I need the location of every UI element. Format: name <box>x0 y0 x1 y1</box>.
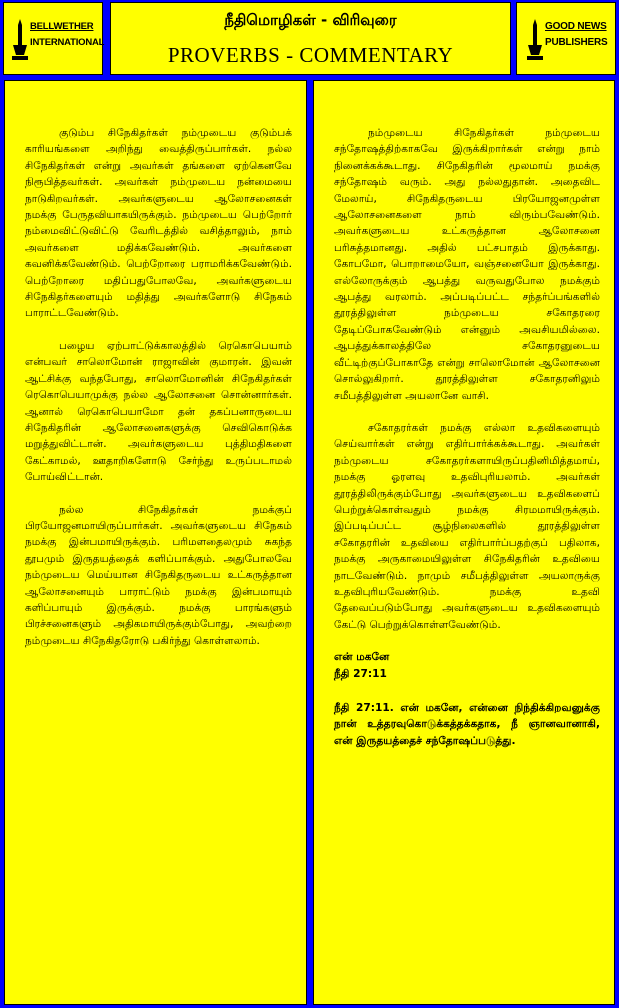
bible-verse: நீதி 27:11. என் மகனே, என்னை நிந்திக்கிறவனுக்கு நான் உத்தரவுகொடுக்கத்தக்கதாக, நீ ஞானவானாகி, என் இருதயத்தைச் சந்தோஷப்படுத்து. <box>334 702 600 747</box>
good-news-logo-line2: PUBLISHERS <box>545 37 608 48</box>
page-title-tamil: நீதிமொழிகள் - விரிவுரை <box>224 11 397 29</box>
good-news-logo-box <box>516 2 616 75</box>
page-title-english: PROVERBS - COMMENTARY <box>167 43 454 67</box>
right-paragraph-1: நம்முடைய சிநேகிதர்கள் நம்முடைய சந்தோஷத்திற்காகவே இருக்கிறார்கள் என்று நாம் நினைக்கக்கூடாது. சிநேகிதரின் மூலமாய் நமக்கு சந்தோஷம் வரும். அது நல்லதுதான். அதைவிட மேலாய், சிநேகிதருடைய பிரயோஜனமுள்ள ஆலோசனைகளை நாம் விரும்பவேண்டும். அவர்களுடைய உட்கருத்தான ஆலோசனை பரிசுத்தமானது. அதில் பட்சபாதம் இருக்காது. கோபமோ, பொறாமையோ, வஞ்சனையோ இருக்காது. எல்லோருக்கும் ஆபத்து வருவதுபோல நமக்கும் ஆபத்து வரலாம். அப்படிப்பட்ட சந்தர்ப்பங்களில் தூரத்திலுள்ள நம்முடைய சகோதரரை தேடிப்போகவேண்டும் என்னும் அவசியமில்லை. ஆபத்துக்காலத்திலே சகோதரனுடைய வீட்டிற்குப்போகாதே என்று சாலொமோன் ஆலோசனை சொல்லுகிறார். தூரத்திலுள்ள சகோதரனிலும் சமீபத்திலுள்ள அயலானே வாசி. <box>334 127 600 402</box>
title-box <box>110 2 511 75</box>
section-heading: என் மகனே <box>334 651 390 664</box>
left-column <box>4 80 307 1005</box>
good-news-lamp-icon <box>525 15 545 63</box>
left-paragraph-3: நல்ல சிநேகிதர்கள் நமக்குப் பிரயோஜனமாயிருப்பார்கள். அவர்களுடைய சிநேகம் நமக்கு இன்பமாயிருக்கும். பரிமளதைலமும் சுகந்த தூபமும் இருதயத்தைக் களிப்பாக்கும். அதுபோலவே நம்முடைய மெய்யான சிநேகிதருடைய உட்கருத்தான ஆலோசனையும் பாராட்டும் நமக்கு இன்பமாயும் களிப்பாயும் இருக்கும். நமக்கு பாரங்களும் பிரச்சனைகளும் அதிகமாயிருக்கும்போது, அவற்றை நம்முடைய சிநேகிதரோடு பகிர்ந்து கொள்ளலாம். <box>25 503 292 647</box>
left-paragraph-2: பழைய ஏற்பாட்டுக்காலத்தில் ரெகொபெயாம் என்பவர் சாலொமோன் ராஜாவின் குமாரன். இவன் ஆட்சிக்கு வந்தபோது, சாலொமோனின் சிநேகிதர்கள் ரெகொபெயாமுக்கு நல்ல ஆலோசனை சொன்னார்கள். ஆனால் ரெகொபெயாமோ தன் தகப்பனாருடைய சிநேகிதரின் ஆலோசனைகளுக்கு செவிகொடுக்க மறுத்துவிட்டான். அவர்களுடைய புத்திமதிகளை கேட்காமல், ஊதாறிகளோடு சேர்ந்து உருப்படாமல் போய்விட்டான். <box>25 339 292 484</box>
left-column-text <box>25 125 292 665</box>
right-column <box>313 80 615 1005</box>
bellwether-lamp-icon <box>10 15 30 63</box>
bellwether-logo-line1: BELLWETHER <box>30 21 94 32</box>
page-header <box>0 0 619 77</box>
right-column-text <box>334 125 600 765</box>
bellwether-logo-box <box>3 2 103 75</box>
right-paragraph-2: சகோதரர்கள் நமக்கு எல்லா உதவிகளையும் செய்வார்கள் என்று எதிர்பார்க்கக்கூடாது. அவர்கள் நம்முடைய சகோதரர்களாயிருப்பதினிமித்தமாய், நமக்கு ஓரளவு உதவிபுரியலாம். அவர்கள் தூரத்திலிருக்கும்போது அவர்களுடைய உதவிகளைப் பெற்றுக்கொள்வதும் நமக்கு சிரமமாயிருக்கும். இப்படிப்பட்ட சூழ்நிலைகளில் தூரத்திலுள்ள சகோதரரின் உதவியை எதிர்பார்ப்பதற்குப் பதிலாக, நமக்கு அருகாமையிலுள்ள சிநேகிதரின் உதவியை நாடவேண்டும். நாமும் சமீபத்திலுள்ள அயலாருக்கு உதவிபுரியவேண்டும். நமக்கு உதவி தேவைப்படும்போது அவர்களுடைய உதவிகளையும் கேட்டு பெற்றுக்கொள்ளவேண்டும். <box>334 421 600 631</box>
section-reference: நீதி 27:11 <box>334 667 387 680</box>
left-paragraph-1: குடும்ப சிநேகிதர்கள் நம்முடைய குடும்பக் காரியங்களை அறிந்து வைத்திருப்பார்கள். நல்ல சிநேகிதர்கள் என்று அவர்கள் தங்களை ஏற்கெனவே நிரூபித்தவர்கள். அவர்கள் நம்முடைய நன்மையை நாடுகிறவர்கள். அவர்களுடைய ஆலோசனைகள் நமக்கு பேருதவியாகயிருக்கும். நம்முடைய பெற்றோர் நம்மைவிட்டுவிட்டு வேரிடத்தில் வசித்தாலும், நாம் அவர்களை மதிக்கவேண்டும். அவர்களை கவனிக்கவேண்டும். பெற்றோரை பராமரிக்கவேண்டும். பெற்றோரை மதிப்பதுபோலவே, அவர்களுடைய சிநேகிதர்களையும் மதித்து அவர்களோடு சிநேகம் பாராட்டவேண்டும். <box>25 127 292 320</box>
bellwether-logo-line2: INTERNATIONAL <box>30 37 105 48</box>
good-news-logo-line1: GOOD NEWS <box>545 21 607 32</box>
